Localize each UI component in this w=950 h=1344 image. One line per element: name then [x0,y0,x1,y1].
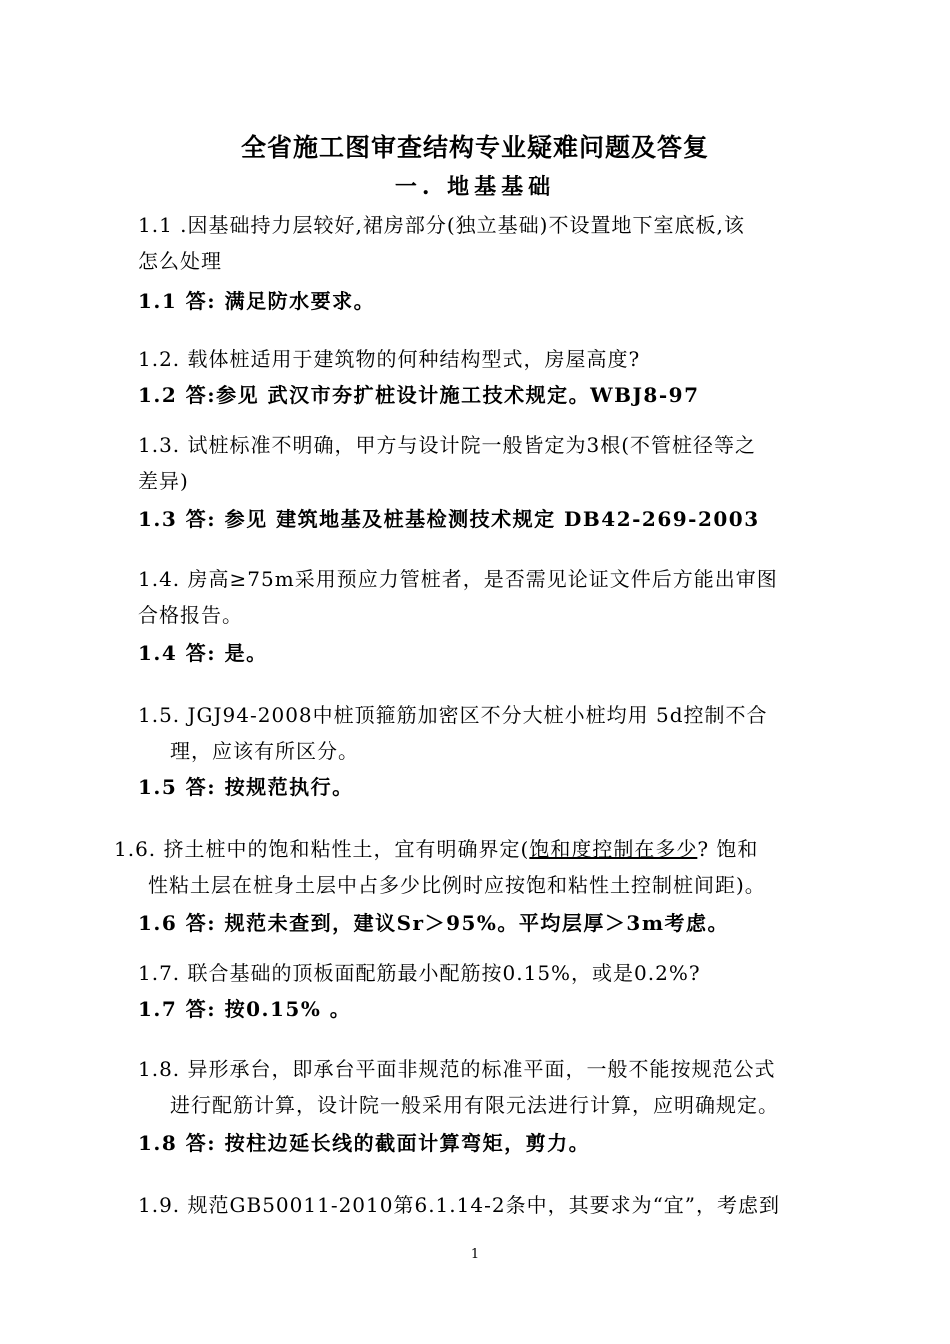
question-1-1-line-2: 怎么处理 [138,249,222,273]
answer-1-6: 1.6 答: 规范未查到，建议Sr＞95%。平均层厚＞3m考虑。 [138,911,729,935]
section-heading: 一. 地基基础 [394,174,556,200]
question-1-6-line-1 [114,832,758,866]
question-1-3-line-2: 差异) [138,469,189,493]
answer-1-2: 1.2 答:参见 武汉市夯扩桩设计施工技术规定。WBJ8-97 [138,383,700,407]
question-1-8-line-2: 进行配筋计算，设计院一般采用有限元法进行计算，应明确规定。 [170,1093,779,1117]
question-1-4-line-1: 1.4. 房高≥75m采用预应力管桩者，是否需见论证文件后方能出审图 [138,567,778,591]
answer-1-8: 1.8 答: 按柱边延长线的截面计算弯矩，剪力。 [138,1131,591,1155]
question-1-3-line-1: 1.3. 试桩标准不明确，甲方与设计院一般皆定为3根(不管桩径等之 [138,433,757,457]
question-1-6-text-post: ? 饱和 [697,837,759,861]
question-1-2: 1.2. 载体桩适用于建筑物的何种结构型式，房屋高度? [138,347,641,371]
question-1-6-line-2: 性粘土层在桩身土层中占多少比例时应按饱和粘性土控制桩间距)。 [148,873,766,897]
question-1-4-line-2: 合格报告。 [138,603,243,627]
question-1-6-text-pre: 1.6. 挤土桩中的饱和粘性土，宜有明确界定( [114,837,530,861]
question-1-1-line-1: 1.1 .因基础持力层较好,裙房部分(独立基础)不设置地下室底板,该 [138,213,745,237]
document-title: 全省施工图审查结构专业疑难问题及答复 [240,133,709,162]
question-1-7: 1.7. 联合基础的顶板面配筋最小配筋按0.15%，或是0.2%? [138,961,701,985]
answer-1-1: 1.1 答: 满足防水要求。 [138,289,376,313]
page-number: 1 [470,1247,480,1262]
answer-1-3: 1.3 答: 参见 建筑地基及桩基检测技术规定 DB42-269-2003 [138,507,760,531]
answer-1-7: 1.7 答: 按0.15% 。 [138,997,352,1021]
question-1-5-line-1: 1.5. JGJ94-2008中桩顶箍筋加密区不分大桩小桩均用 5d控制不合 [138,703,768,727]
answer-1-4: 1.4 答: 是。 [138,641,268,665]
question-1-6-underlined-text: 饱和度控制在多少 [529,837,698,861]
question-1-5-line-2: 理，应该有所区分。 [170,739,359,763]
question-1-9-line-1: 1.9. 规范GB50011-2010第6.1.14-2条中，其要求为“宜”，考虑到 [138,1193,781,1217]
answer-1-5: 1.5 答: 按规范执行。 [138,775,354,799]
question-1-8-line-1: 1.8. 异形承台，即承台平面非规范的标准平面，一般不能按规范公式 [138,1057,776,1081]
